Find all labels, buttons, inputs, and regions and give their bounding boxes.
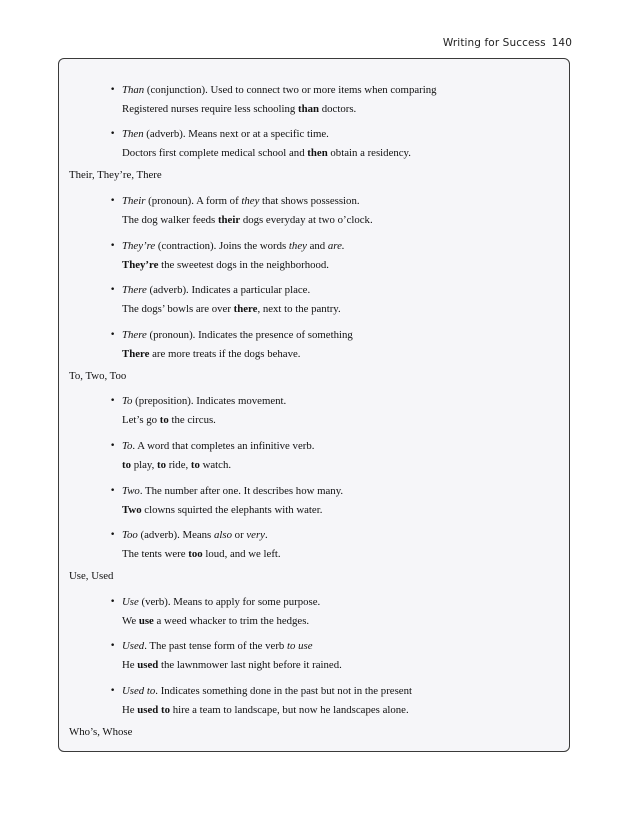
definition-used-to: • Used to. Indicates something done in the past but not in the present xyxy=(122,684,412,698)
definition-two: • Two. The number after one. It describes how many. xyxy=(122,484,343,498)
section-heading-use: Use, Used xyxy=(69,570,114,582)
example-then: Doctors first complete medical school and then obtain a residency. xyxy=(122,147,411,159)
running-header xyxy=(443,37,572,49)
example-their: The dog walker feeds their dogs everyday at two o’clock. xyxy=(122,214,373,226)
example-than: Registered nurses require less schooling than doctors. xyxy=(122,103,357,115)
section-heading-to: To, Two, Too xyxy=(69,370,127,382)
book-title: Writing for Success xyxy=(442,37,546,49)
section-heading-their: Their, They’re, There xyxy=(69,169,162,181)
example-used: He used the lawnmower last night before it rained. xyxy=(122,659,342,671)
example-there-adverb: The dogs’ bowls are over there, next to the pantry. xyxy=(122,303,341,315)
definition-too: • Too (adverb). Means also or very. xyxy=(122,528,268,542)
definition-then: • Then (adverb). Means next or at a specific time. xyxy=(122,127,329,141)
definition-there-pronoun: • There (pronoun). Indicates the presence of something xyxy=(122,328,353,342)
example-too: The tents were too loud, and we left. xyxy=(122,548,281,560)
definition-to-infinitive: • To. A word that completes an infinitive verb. xyxy=(122,439,314,453)
example-used-to: He used to hire a team to landscape, but now he landscapes alone. xyxy=(122,704,409,716)
definition-there-adverb: • There (adverb). Indicates a particular place. xyxy=(122,283,310,297)
example-there-pronoun: There are more treats if the dogs behave. xyxy=(122,348,301,360)
example-theyre: They’re the sweetest dogs in the neighborhood. xyxy=(122,259,330,271)
example-to-preposition: Let’s go to the circus. xyxy=(122,414,216,426)
definition-than: • Than (conjunction). Used to connect two or more items when comparing xyxy=(122,83,437,97)
definition-to-preposition: • To (preposition). Indicates movement. xyxy=(122,394,286,408)
example-to-infinitive: to play, to ride, to watch. xyxy=(122,459,232,471)
page-number: 140 xyxy=(551,37,572,49)
example-use: We use a weed whacker to trim the hedges. xyxy=(122,615,310,627)
definition-theyre: • They’re (contraction). Joins the words they and are. xyxy=(122,239,345,253)
definition-used: • Used. The past tense form of the verb to use xyxy=(122,639,313,653)
example-two: Two clowns squirted the elephants with water. xyxy=(122,504,323,516)
definition-use: • Use (verb). Means to apply for some purpose. xyxy=(122,595,320,609)
section-heading-whos: Who’s, Whose xyxy=(69,726,133,738)
definition-their: • Their (pronoun). A form of they that shows possession. xyxy=(122,194,360,208)
